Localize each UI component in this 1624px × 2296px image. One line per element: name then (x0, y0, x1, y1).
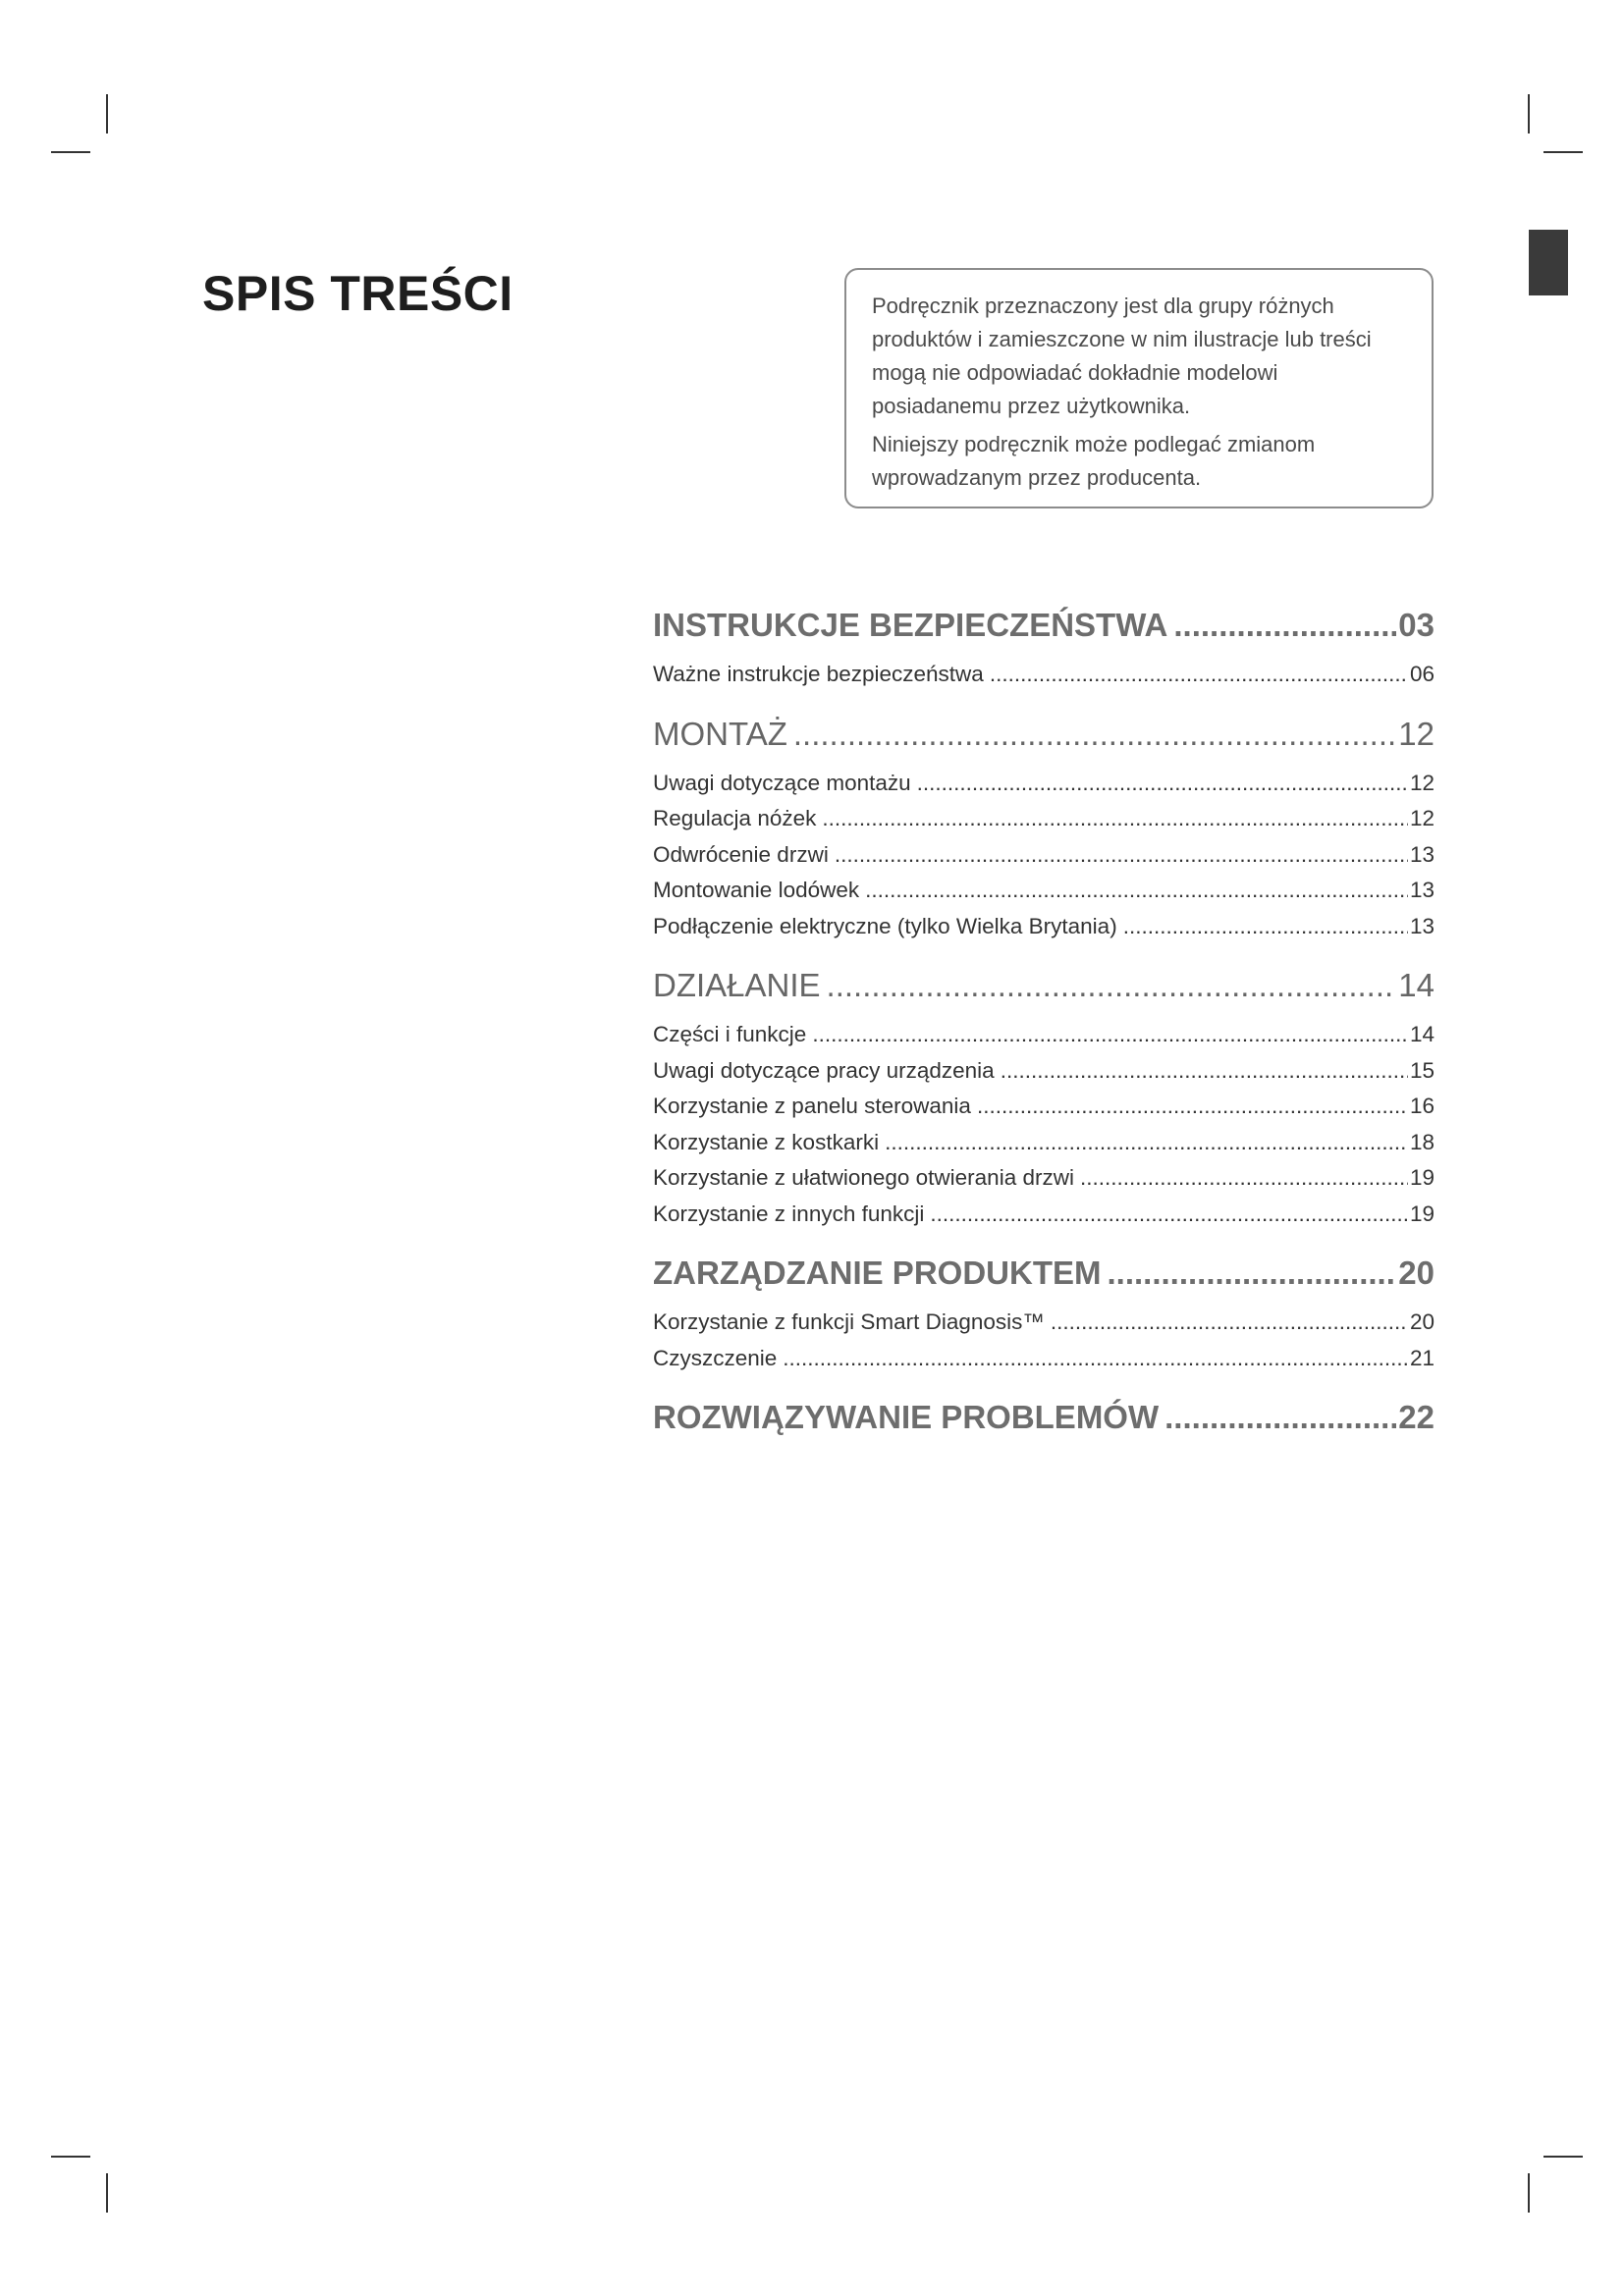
toc-entry[interactable] (653, 1094, 1435, 1130)
toc-leader-dots (1080, 1165, 1408, 1191)
toc-entry[interactable] (653, 878, 1435, 914)
toc-entry-page: 19 (1409, 1201, 1435, 1226)
toc-entry-label: Części i funkcje (653, 1022, 807, 1046)
toc-leader-dots (865, 878, 1408, 903)
toc-entry-label: Uwagi dotyczące pracy urządzenia (653, 1057, 995, 1083)
crop-mark-bottom-left-vertical (106, 2173, 108, 2213)
toc-heading-page: 03 (1398, 607, 1435, 643)
toc-entry-label: Korzystanie z ułatwionego otwierania drzwi (653, 1165, 1074, 1190)
toc-entry-page: 06 (1409, 662, 1435, 686)
toc-leader-dots (1123, 914, 1408, 939)
toc-heading[interactable] (653, 607, 1435, 662)
toc-entry-page: 12 (1409, 770, 1435, 795)
toc-entry-label: Podłączenie elektryczne (tylko Wielka Brytania) (653, 913, 1117, 938)
toc-entry[interactable] (653, 914, 1435, 950)
toc-leader-dots (1001, 1058, 1408, 1084)
toc-entry[interactable] (653, 1346, 1435, 1382)
toc-heading-page: 14 (1398, 967, 1435, 1003)
table-of-contents (653, 607, 1435, 1471)
toc-heading-title: DZIAŁANIE (653, 967, 821, 1003)
toc-leader-dots (793, 716, 1396, 753)
disclaimer-paragraph: Niniejszy podręcznik może podlegać zmianom wprowadzanym przez producenta. (872, 432, 1316, 490)
toc-entry-page: 13 (1409, 878, 1435, 902)
toc-heading-page: 22 (1398, 1399, 1435, 1435)
toc-heading-page: 12 (1398, 715, 1435, 752)
toc-entry-page: 13 (1409, 913, 1435, 938)
toc-leader-dots (822, 806, 1408, 831)
toc-section-operation (653, 967, 1435, 1237)
toc-entry-page: 14 (1409, 1022, 1435, 1046)
page-title: SPIS TREŚCI (202, 266, 514, 321)
toc-heading[interactable] (653, 716, 1435, 771)
toc-leader-dots (1051, 1309, 1408, 1335)
toc-leader-dots (930, 1201, 1408, 1227)
crop-mark-top-left-horizontal (51, 151, 90, 153)
toc-entry-label: Korzystanie z kostkarki (653, 1129, 880, 1154)
toc-leader-dots (812, 1022, 1408, 1047)
toc-section-product-management (653, 1255, 1435, 1381)
toc-heading-page: 20 (1398, 1255, 1435, 1291)
toc-section-installation (653, 716, 1435, 950)
disclaimer-box (844, 268, 1434, 508)
toc-entry[interactable] (653, 1165, 1435, 1201)
toc-heading-title: INSTRUKCJE BEZPIECZEŃSTWA (653, 607, 1168, 643)
crop-mark-bottom-left-horizontal (51, 2156, 90, 2158)
disclaimer-paragraph: Podręcznik przeznaczony jest dla grupy różnych produktów i zamieszczone w nim ilustracje lub treści mogą nie odpowiadać dokładnie modelowi posiadanemu przez użytkownika. (872, 294, 1372, 418)
crop-mark-bottom-right-horizontal (1543, 2156, 1583, 2158)
toc-entry[interactable] (653, 1309, 1435, 1346)
crop-mark-bottom-right-vertical (1528, 2173, 1530, 2213)
toc-heading-title: ZARZĄDZANIE PRODUKTEM (653, 1255, 1102, 1291)
toc-entry-page: 15 (1409, 1057, 1435, 1083)
toc-entry[interactable] (653, 1058, 1435, 1095)
toc-entry-page: 19 (1409, 1165, 1435, 1190)
toc-heading[interactable] (653, 1255, 1435, 1309)
toc-heading[interactable] (653, 967, 1435, 1022)
toc-leader-dots (885, 1130, 1408, 1155)
toc-leader-dots (783, 1346, 1408, 1371)
toc-entry-label: Uwagi dotyczące montażu (653, 770, 911, 795)
toc-entry[interactable] (653, 806, 1435, 842)
toc-entry-label: Ważne instrukcje bezpieczeństwa (653, 662, 984, 686)
toc-leader-dots (835, 842, 1408, 868)
toc-entry-page: 13 (1409, 841, 1435, 867)
toc-leader-dots (977, 1094, 1408, 1119)
toc-entry-page: 20 (1409, 1309, 1435, 1334)
toc-entry[interactable] (653, 662, 1435, 698)
toc-entry-label: Korzystanie z funkcji Smart Diagnosis™ (653, 1309, 1045, 1334)
toc-entry[interactable] (653, 1022, 1435, 1058)
toc-heading-title: ROZWIĄZYWANIE PROBLEMÓW (653, 1399, 1160, 1435)
toc-section-safety (653, 607, 1435, 698)
toc-leader-dots (1173, 607, 1396, 644)
toc-entry[interactable] (653, 1130, 1435, 1166)
toc-section-troubleshooting (653, 1399, 1435, 1454)
toc-heading[interactable] (653, 1399, 1435, 1454)
toc-entry-label: Odwrócenie drzwi (653, 841, 829, 867)
toc-entry[interactable] (653, 1201, 1435, 1238)
toc-entry-label: Czyszczenie (653, 1345, 778, 1370)
toc-entry-page: 18 (1409, 1129, 1435, 1154)
toc-leader-dots (827, 967, 1397, 1004)
toc-heading-title: MONTAŻ (653, 715, 787, 752)
toc-entry[interactable] (653, 771, 1435, 807)
crop-mark-top-left-vertical (106, 94, 108, 133)
toc-entry-label: Korzystanie z innych funkcji (653, 1201, 925, 1226)
toc-entry-page: 16 (1409, 1094, 1435, 1118)
toc-entry-label: Regulacja nóżek (653, 806, 817, 830)
toc-entry-label: Montowanie lodówek (653, 878, 860, 902)
toc-entry-label: Korzystanie z panelu sterowania (653, 1094, 971, 1118)
toc-leader-dots (917, 771, 1408, 796)
toc-leader-dots (1107, 1255, 1396, 1292)
toc-leader-dots (990, 662, 1408, 687)
crop-mark-top-right-horizontal (1543, 151, 1583, 153)
crop-mark-top-right-vertical (1528, 94, 1530, 133)
toc-leader-dots (1164, 1399, 1396, 1436)
toc-entry-page: 12 (1409, 806, 1435, 830)
chapter-tab-marker (1529, 230, 1568, 295)
toc-entry-page: 21 (1409, 1345, 1435, 1370)
toc-entry[interactable] (653, 842, 1435, 879)
